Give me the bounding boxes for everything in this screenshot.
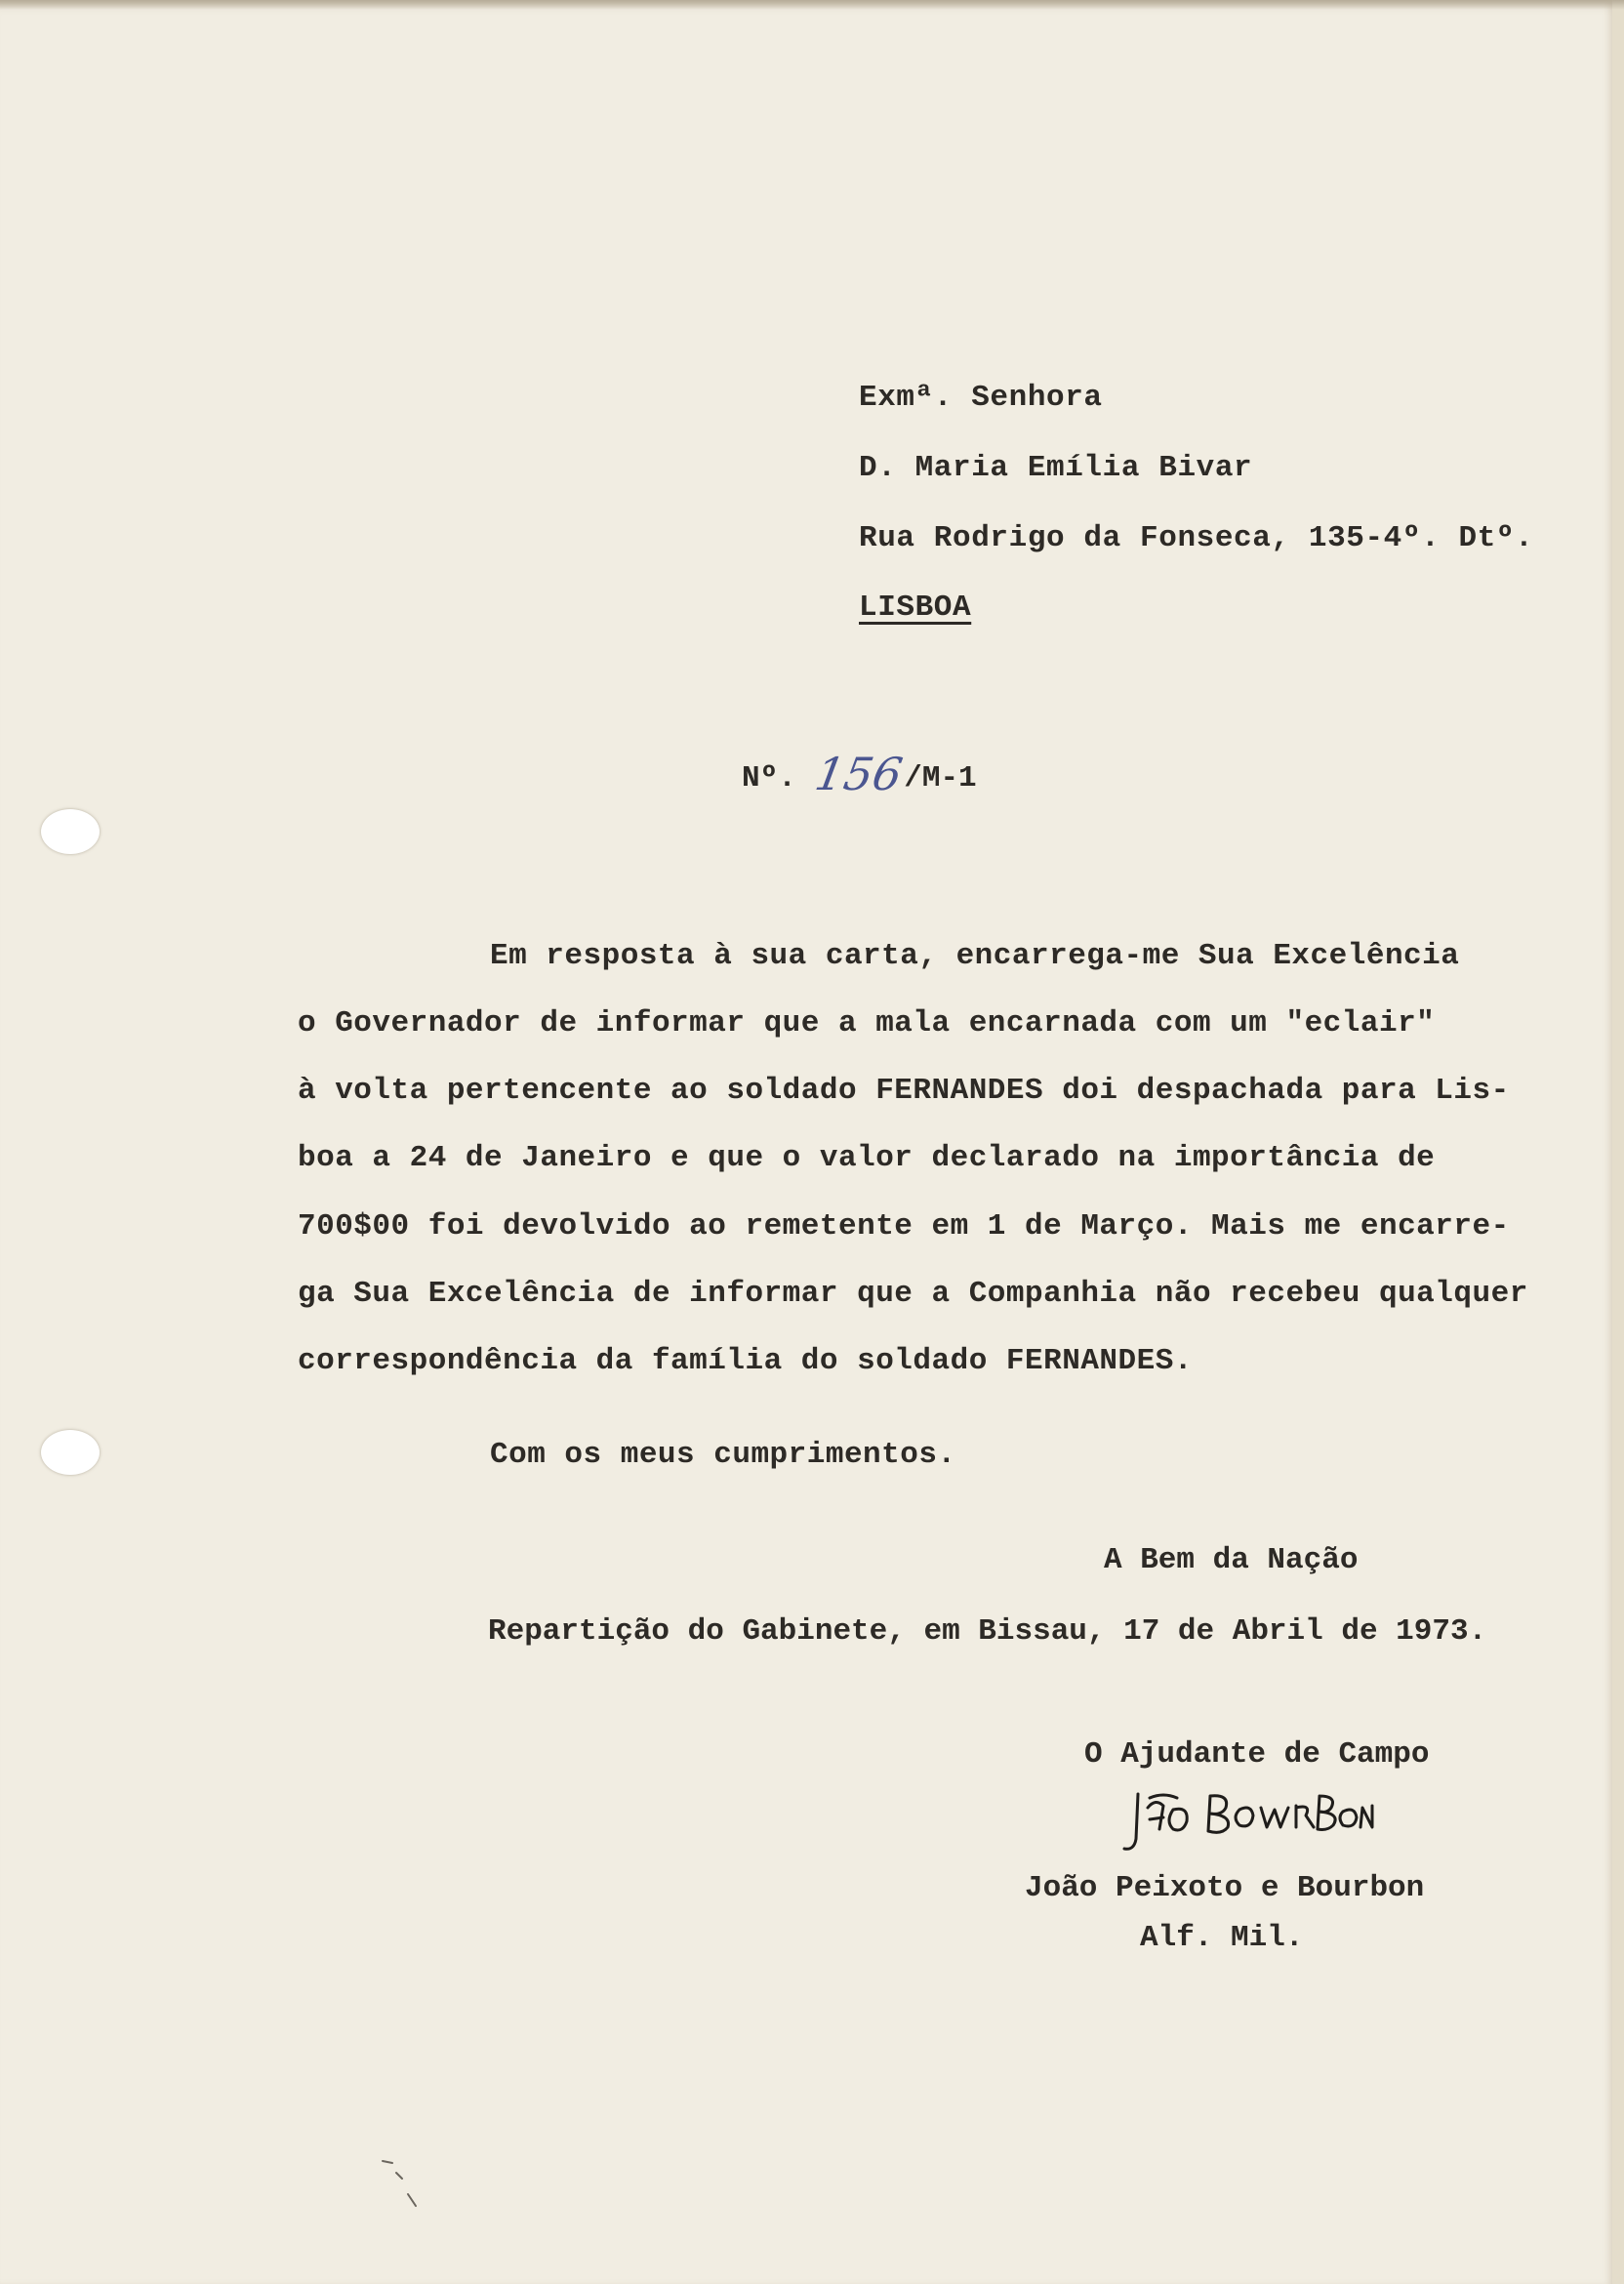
addressee-name: D. Maria Emília Bivar — [859, 451, 1253, 485]
reference-handwritten-number: 156 — [811, 748, 907, 800]
paper-top-edge — [0, 0, 1624, 10]
body-line: ga Sua Excelência de informar que a Companhia não recebeu qualquer — [298, 1277, 1528, 1311]
body-line: 700$00 foi devolvido ao remetente em 1 de Março. Mais me encarre- — [298, 1209, 1510, 1244]
reference-suffix: /M-1 — [904, 761, 977, 795]
place-date: Repartição do Gabinete, em Bissau, 17 de Abril de 1973. — [488, 1614, 1487, 1649]
addressee-street: Rua Rodrigo da Fonseca, 135-4º. Dtº. — [859, 521, 1534, 555]
body-line: à volta pertencente ao soldado FERNANDES doi despachada para Lis- — [298, 1074, 1510, 1108]
reference-number — [742, 744, 977, 800]
body-line: correspondência da família do soldado FERNANDES. — [298, 1344, 1193, 1378]
motto: A Bem da Nação — [1104, 1543, 1359, 1577]
signatory-rank: Alf. Mil. — [1140, 1921, 1304, 1955]
addressee-city: LISBOA — [859, 591, 972, 625]
paper-mark — [379, 2155, 437, 2214]
addressee-salutation: Exmª. Senhora — [859, 381, 1103, 415]
body-line: boa a 24 de Janeiro e que o valor declarado na importância de — [298, 1141, 1436, 1175]
punch-hole — [41, 1430, 100, 1475]
closing-line: Com os meus cumprimentos. — [490, 1438, 956, 1472]
reference-prefix: Nº. — [742, 761, 796, 795]
handwritten-signature — [1120, 1786, 1374, 1858]
body-line: Em resposta à sua carta, encarrega-me Sua Excelência — [490, 939, 1460, 973]
punch-hole — [41, 809, 100, 854]
body-line: o Governador de informar que a mala encarnada com um "eclair" — [298, 1006, 1436, 1040]
signatory-name: João Peixoto e Bourbon — [1025, 1871, 1425, 1905]
signatory-role: O Ajudante de Campo — [1084, 1737, 1430, 1772]
